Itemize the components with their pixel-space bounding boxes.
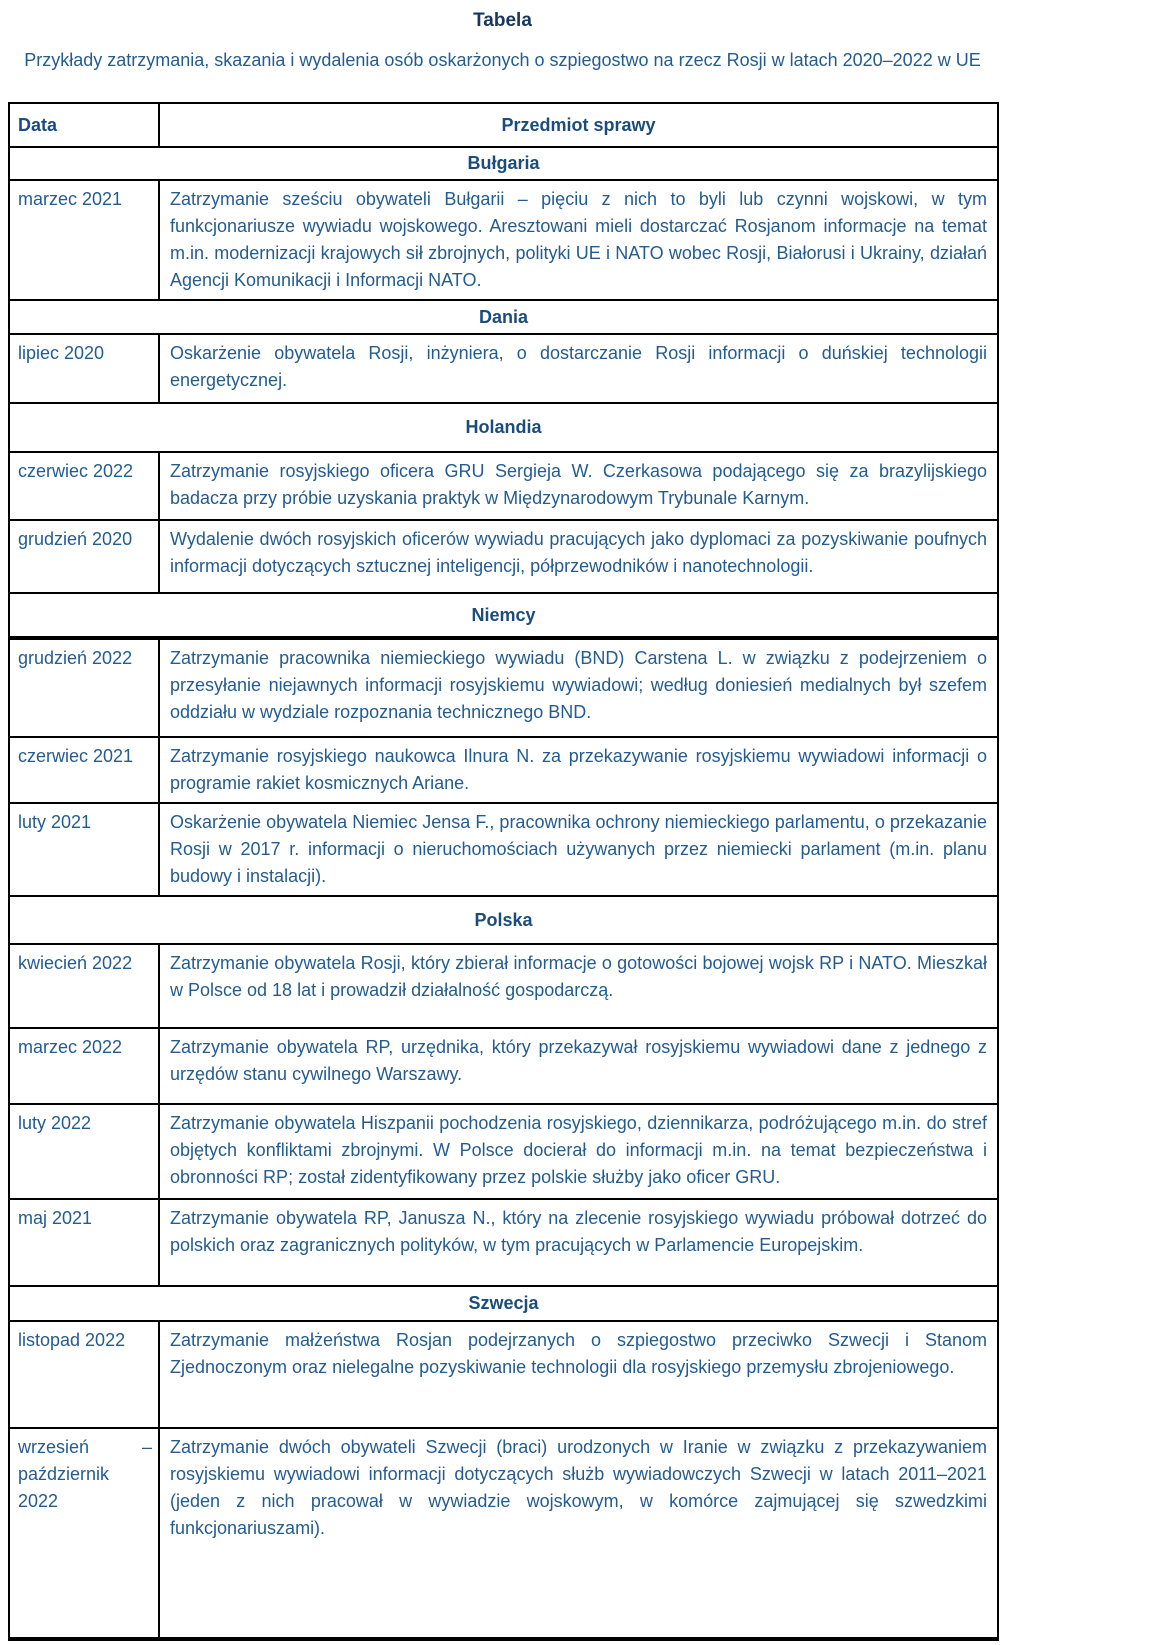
table-row <box>9 1428 998 1639</box>
case-date: czerwiec 2022 <box>9 452 159 520</box>
section-header-dania: Dania <box>9 300 998 334</box>
table-row <box>9 803 998 896</box>
case-date: maj 2021 <box>9 1199 159 1286</box>
table-row <box>9 944 998 1028</box>
espionage-cases-table <box>8 102 999 1641</box>
section-row-bulgaria <box>9 147 998 180</box>
case-date: listopad 2022 <box>9 1321 159 1428</box>
column-header-przedmiot-sprawy: Przedmiot sprawy <box>159 103 998 147</box>
section-header-holandia: Holandia <box>9 403 998 452</box>
section-row-szwecja <box>9 1286 998 1321</box>
case-date: kwiecień 2022 <box>9 944 159 1028</box>
case-description: Zatrzymanie obywatela Rosji, który zbierał informacje o gotowości bojowej wojsk RP i NATO. Mieszkał w Polsce od 18 lat i prowadził działalność gospodarczą. <box>159 944 998 1028</box>
table-row <box>9 1104 998 1199</box>
case-description: Zatrzymanie rosyjskiego naukowca Ilnura N. za przekazywanie rosyjskiemu wywiadowi informacji o programie rakiet kosmicznych Ariane. <box>159 737 998 803</box>
table-row <box>9 1199 998 1286</box>
case-date: czerwiec 2021 <box>9 737 159 803</box>
table-row <box>9 638 998 737</box>
case-description: Zatrzymanie obywatela RP, urzędnika, który przekazywał rosyjskiemu wywiadowi dane z jednego z urzędów stanu cywilnego Warszawy. <box>159 1028 998 1104</box>
table-header-row <box>9 103 998 147</box>
table-row <box>9 737 998 803</box>
table-row <box>9 452 998 520</box>
column-header-data: Data <box>9 103 159 147</box>
case-description: Wydalenie dwóch rosyjskich oficerów wywiadu pracujących jako dyplomaci za pozyskiwanie poufnych informacji dotyczących sztucznej inteligencji, półprzewodników i nanotechnologii. <box>159 520 998 593</box>
case-description: Oskarżenie obywatela Niemiec Jensa F., pracownika ochrony niemieckiego parlamentu, o przekazanie Rosji w 2017 r. informacji o nieruchomościach używanych przez niemiecki parlament (m.in. planu budowy i instalacji). <box>159 803 998 896</box>
section-row-niemcy <box>9 593 998 638</box>
case-date: grudzień 2022 <box>9 638 159 737</box>
section-row-polska <box>9 896 998 944</box>
case-date: wrzesień – październik 2022 <box>9 1428 159 1639</box>
case-description: Zatrzymanie małżeństwa Rosjan podejrzanych o szpiegostwo przeciwko Szwecji i Stanom Zjednoczonym oraz nielegalne pozyskiwanie technologii dla rosyjskiego przemysłu zbrojeniowego. <box>159 1321 998 1428</box>
case-description: Zatrzymanie dwóch obywateli Szwecji (braci) urodzonych w Iranie w związku z przekazywaniem rosyjskiemu wywiadowi informacji dotyczących służb wywiadowczych Szwecji w latach 2011–2021 (jeden z nich pracował w wywiadzie wojskowym, w komórce zajmującej się szwedzkimi funkcjonariuszami). <box>159 1428 998 1639</box>
case-description: Oskarżenie obywatela Rosji, inżyniera, o dostarczanie Rosji informacji o duńskiej technologii energetycznej. <box>159 334 998 403</box>
table-row <box>9 1321 998 1428</box>
section-header-szwecja: Szwecja <box>9 1286 998 1321</box>
case-date: marzec 2021 <box>9 180 159 300</box>
case-date: marzec 2022 <box>9 1028 159 1104</box>
case-description: Zatrzymanie obywatela RP, Janusza N., który na zlecenie rosyjskiego wywiadu próbował dotrzeć do polskich oraz zagranicznych polityków, w tym pracujących w Parlamencie Europejskim. <box>159 1199 998 1286</box>
case-description: Zatrzymanie sześciu obywateli Bułgarii – pięciu z nich to byli lub czynni wojskowi, w tym funkcjonariusze wywiadu wojskowego. Aresztowani mieli dostarczać Rosjanom informacje na temat m.in. modernizacji krajowych sił zbrojnych, polityki UE i NATO wobec Rosji, Białorusi i Ukrainy, działań Agencji Komunikacji i Informacji NATO. <box>159 180 998 300</box>
table-row <box>9 180 998 300</box>
case-description: Zatrzymanie rosyjskiego oficera GRU Sergieja W. Czerkasowa podającego się za brazylijskiego badacza przy próbie uzyskania praktyk w Międzynarodowym Trybunale Karnym. <box>159 452 998 520</box>
table-row <box>9 334 998 403</box>
case-description: Zatrzymanie obywatela Hiszpanii pochodzenia rosyjskiego, dziennikarza, podróżującego m.in. do stref objętych konfliktami zbrojnymi. W Polsce docierał do informacji m.in. na temat bezpieczeństwa i obronności RP; został zidentyfikowany przez polskie służby jako oficer GRU. <box>159 1104 998 1199</box>
table-title: Tabela <box>473 10 532 31</box>
section-row-dania <box>9 300 998 334</box>
section-header-bulgaria: Bułgaria <box>9 147 998 180</box>
table-subtitle: Przykłady zatrzymania, skazania i wydalenia osób oskarżonych o szpiegostwo na rzecz Rosji w latach 2020–2022 w UE <box>24 50 981 70</box>
case-date: luty 2021 <box>9 803 159 896</box>
case-date: lipiec 2020 <box>9 334 159 403</box>
section-header-niemcy: Niemcy <box>9 593 998 638</box>
table-row <box>9 520 998 593</box>
section-header-polska: Polska <box>9 896 998 944</box>
case-date: luty 2022 <box>9 1104 159 1199</box>
section-row-holandia <box>9 403 998 452</box>
case-description: Zatrzymanie pracownika niemieckiego wywiadu (BND) Carstena L. w związku z podejrzeniem o przesyłanie niejawnych informacji rosyjskiemu wywiadowi; według doniesień medialnych był szefem oddziału w wydziale rozpoznania technicznego BND. <box>159 638 998 737</box>
table-row <box>9 1028 998 1104</box>
document-page <box>8 0 997 1641</box>
case-date: grudzień 2020 <box>9 520 159 593</box>
